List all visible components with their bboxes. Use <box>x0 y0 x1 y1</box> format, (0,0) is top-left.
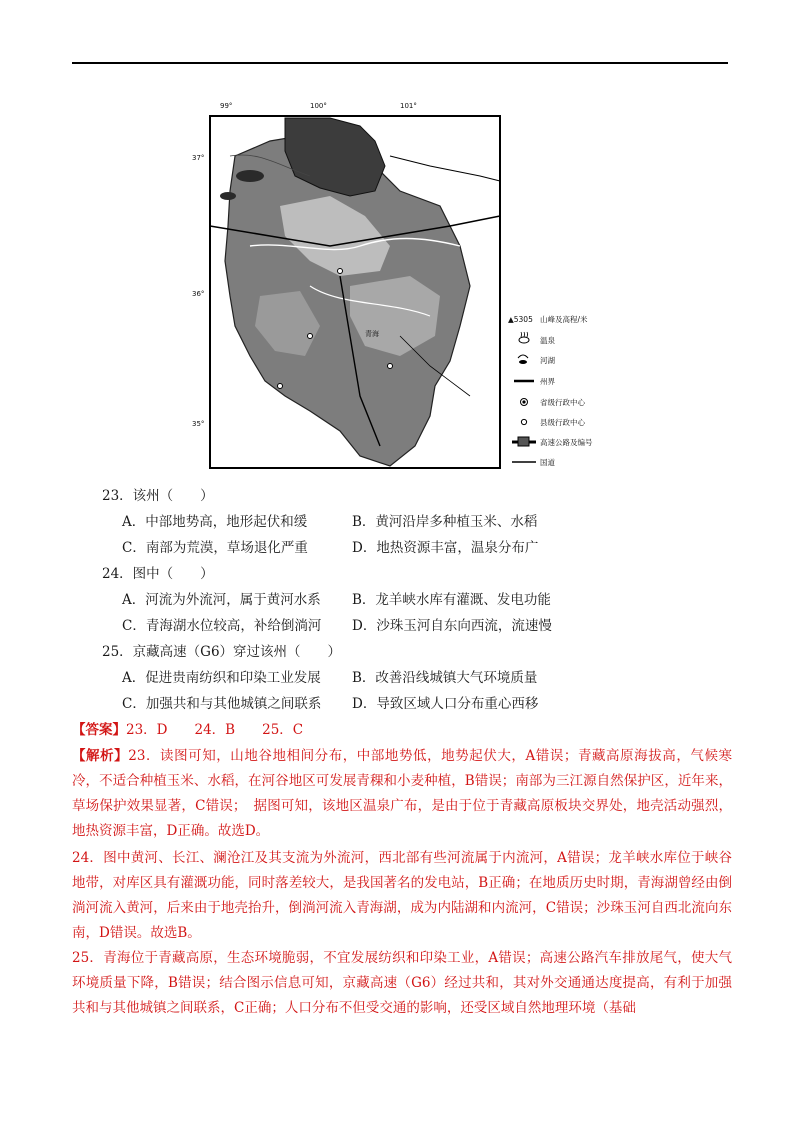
question-24-option-a: A．河流为外流河，属于黄河水系 <box>122 592 321 608</box>
legend-label-provincial: 省级行政中心 <box>540 398 585 407</box>
question-25-option-d: D．导致区域人口分布重心西移 <box>352 696 539 712</box>
answer-text: 23．D 24．B 25．C <box>126 722 304 738</box>
highway-icon <box>512 437 536 446</box>
relief-map-figure <box>190 96 610 476</box>
legend-label-national-road: 国道 <box>540 458 555 467</box>
map-legend <box>508 314 593 467</box>
question-24-option-b: B．龙羊峡水库有灌溉、发电功能 <box>352 592 551 608</box>
county-center-icon <box>278 384 283 389</box>
question-23-option-a: A．中部地势高，地形起伏和缓 <box>122 514 308 530</box>
analysis-23-text: 23．读图可知，山地谷地相间分布，中部地势低，地势起伏大，A错误；青藏高原海拔高，气候寒冷，不适合种植玉米、水稻，在河谷地区可发展青稞和小麦种植，B错误；南部为三江源自然保护区，近年来，草场保护效果显著，C错误； 据图可知，该地区温泉广布，是由于位于青藏高原板块交界处，地壳活动强烈，地热资源丰富，D正确。故选D。 <box>72 748 733 839</box>
question-23-option-c: C．南部为荒漠，草场退化严重 <box>122 540 308 556</box>
legend-label-hot-spring: 温泉 <box>540 336 555 345</box>
question-25-option-b: B．改善沿线城镇大气环境质量 <box>352 670 538 686</box>
legend-label-river-lake: 河湖 <box>540 356 555 365</box>
question-24-option-c: C．青海湖水位较高，补给倒淌河 <box>122 618 322 634</box>
header-rule <box>72 62 728 64</box>
question-25-option-a: A．促进贵南纺织和印染工业发展 <box>122 670 321 686</box>
county-center-icon <box>308 334 313 339</box>
lon-label-100: 100° <box>310 102 327 110</box>
analysis-25: 25．青海位于青藏高原，生态环境脆弱，不宜发展纺织和印染工业，A错误；高速公路汽车排放尾气，使大气环境质量下降，B错误；结合图示信息可知，京藏高速（G6）经过共和，其对外交通通达度提高，有利于加强共和与其他城镇之间联系，C正确；人口分布不但受交通的影响，还受区域自然地理环境（基础 <box>72 950 732 1016</box>
legend-label-boundary: 州界 <box>540 377 555 386</box>
county-center-icon <box>388 364 393 369</box>
analysis-24: 24．图中黄河、长江、澜沧江及其支流为外流河，西北部有些河流属于内流河，A错误；龙羊峡水库位于峡谷地带，对库区具有灌溉功能，同时落差较大，是我国著名的发电站，B正确；在地质历史时期，青海湖曾经由倒淌河流入黄河，后来由于地壳抬升，倒淌河流入青海湖，成为内陆湖和内流河，C错误；沙珠玉河自西北流向东南，D错误。故选B。 <box>72 850 732 941</box>
question-23-stem: 23．该州（ ） <box>102 488 214 504</box>
county-center-icon <box>521 419 526 424</box>
question-24-stem: 24．图中（ ） <box>102 566 214 582</box>
analysis-23 <box>72 744 732 844</box>
analysis-tag: 【解析】 <box>72 748 129 764</box>
small-lake <box>236 170 264 182</box>
lat-label-36: 36° <box>192 290 205 298</box>
legend-label-highway: 高速公路及编号 <box>540 438 593 447</box>
legend-symbol-peak: ▲5305 <box>508 315 533 324</box>
lat-label-35: 35° <box>192 420 205 428</box>
river-lake-icon <box>518 355 528 364</box>
legend-label-peak: 山峰及高程/米 <box>540 315 588 324</box>
question-23-option-b: B．黄河沿岸多种植玉米、水稻 <box>352 514 538 530</box>
question-24-option-d: D．沙珠玉河自东向西流，流速慢 <box>352 618 552 634</box>
answer-tag: 【答案】 <box>72 722 126 738</box>
lon-label-101: 101° <box>400 102 417 110</box>
small-lake <box>220 192 236 200</box>
question-25-option-c: C．加强共和与其他城镇之间联系 <box>122 696 322 712</box>
lon-label-99: 99° <box>220 102 233 110</box>
map-place-label: 青海 <box>365 330 379 338</box>
question-23-option-d: D．地热资源丰富，温泉分布广 <box>352 540 539 556</box>
county-center-icon <box>338 269 343 274</box>
lat-label-37: 37° <box>192 154 205 162</box>
legend-label-county: 县级行政中心 <box>540 418 585 427</box>
hot-spring-icon <box>519 332 529 343</box>
question-25-stem: 25．京藏高速（G6）穿过该州（ ） <box>102 644 342 660</box>
answer-line <box>72 720 303 740</box>
relief-map <box>190 96 610 476</box>
provincial-center-icon <box>521 399 528 406</box>
